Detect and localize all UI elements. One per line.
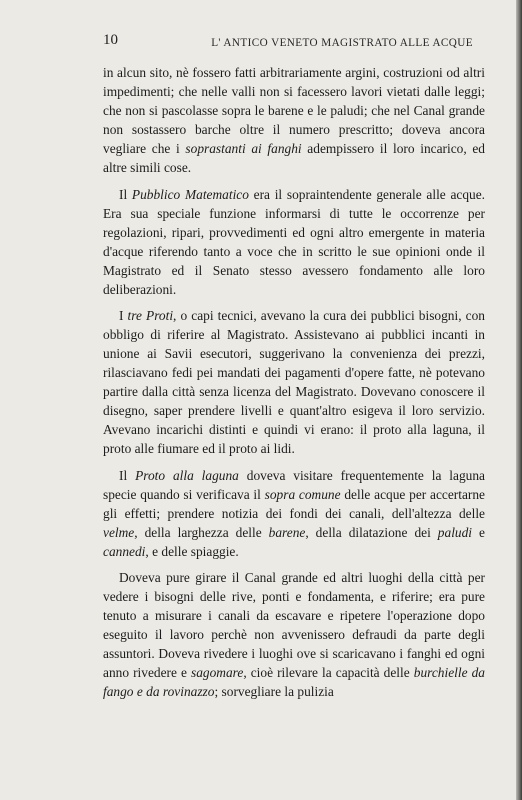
paragraph-2 [103, 185, 485, 299]
italic-term: soprastanti ai fanghi [185, 141, 302, 156]
page-number: 10 [103, 32, 118, 48]
text-run: , o capi tecnici, avevano la cura dei pubblici bisogni, con obbligo di riferire al Magistrato. Assistevano ai pubblici incanti in unione ai Savii esecutori, suggerivano la convenienza dei prezzi, rilasciavano fedi pei mandati dei pagamenti d'opere fatte, nè potevano partire dalla città senza licenza del Magistrato. Dovevano conoscere il disegno, saper prendere livelli e quant'altro esigeva il loro servizio. Avevano incarichi distinti e quindi vi erano: il proto alla laguna, il proto alle fiumare ed il proto ai lidi. [103, 308, 485, 456]
paragraph-4 [103, 466, 485, 561]
paragraph-3 [103, 306, 485, 458]
italic-term: barene [268, 524, 306, 540]
italic-term: Pubblico Matematico [131, 186, 249, 202]
italic-term: burchielle da fango e da rovinazzo [103, 665, 485, 699]
running-title: L' ANTICO VENETO MAGISTRATO ALLE ACQUE [211, 37, 473, 49]
italic-term: velme [103, 524, 135, 540]
text-run: Doveva pure girare il Canal grande ed altri luoghi della città per vedere i bisogni delle rive, ponti e fondamenta, e riferire; era pure tenuto a misurare i canali da escavare e ripetere l'operazione dopo eseguito il lavoro perchè non avvenissero defraudi da parte degli assuntori. Doveva rivedere i luoghi ove si scaricavano i fanghi ed ogni anno rivedere e [103, 570, 485, 680]
text-run: Il [119, 186, 132, 202]
text-run: , della larghezza delle [134, 524, 269, 540]
text-run: delle acque per accertarne gli effetti; prendere notizia dei fondi dei canali, dell'altezza delle [103, 486, 486, 521]
text-run: doveva visitare frequentemente la laguna specie quando si verificava il [103, 467, 486, 502]
text-run: , e delle spiaggie. [145, 543, 239, 559]
body-text [103, 63, 485, 709]
text-run: I [119, 308, 128, 323]
italic-term: cannedi [103, 543, 146, 559]
text-run: e [472, 524, 485, 540]
page-edge-shadow [516, 0, 522, 800]
italic-term: sopra comune [264, 486, 341, 502]
text-run: era il sopraintendente generale alle acque. Era sua speciale funzione informarsi di tutte le occorrenze per regolazioni, ripari, provvedimenti ed ogni altro emergente in materia d'acque riferendo tanto a voce che in scritto le sue opinioni onde il Magistrato ed il Senato stesso avessero fondamento alle loro deliberazioni. [103, 186, 486, 297]
text-run: adempissero il loro incarico, ed altre simili cose. [103, 141, 485, 175]
italic-term: Proto alla laguna [135, 467, 239, 483]
paragraph-1 [103, 63, 485, 177]
text-run: , della dilatazione dei [305, 524, 438, 540]
italic-term: paludi [437, 524, 473, 540]
paragraph-5 [103, 568, 485, 701]
italic-term: tre Proti [127, 308, 174, 323]
text-run: Il [119, 467, 136, 483]
italic-term: sagomare [191, 665, 244, 680]
text-run: in alcun sito, nè fossero fatti arbitrariamente argini, costruzioni od altri impedimenti; che nelle valli non si facessero lavori vietati dalle leggi; che non si pascolasse sopra le barene e le paludi; che nel Canal grande non sostassero barche oltre il numero prescritto; doveva ancora vegliare che i [103, 65, 485, 156]
text-run: , cioè rilevare la capacità delle [243, 665, 414, 680]
page-header [103, 30, 485, 54]
text-run: ; sorvegliare la pulizia [214, 684, 334, 699]
